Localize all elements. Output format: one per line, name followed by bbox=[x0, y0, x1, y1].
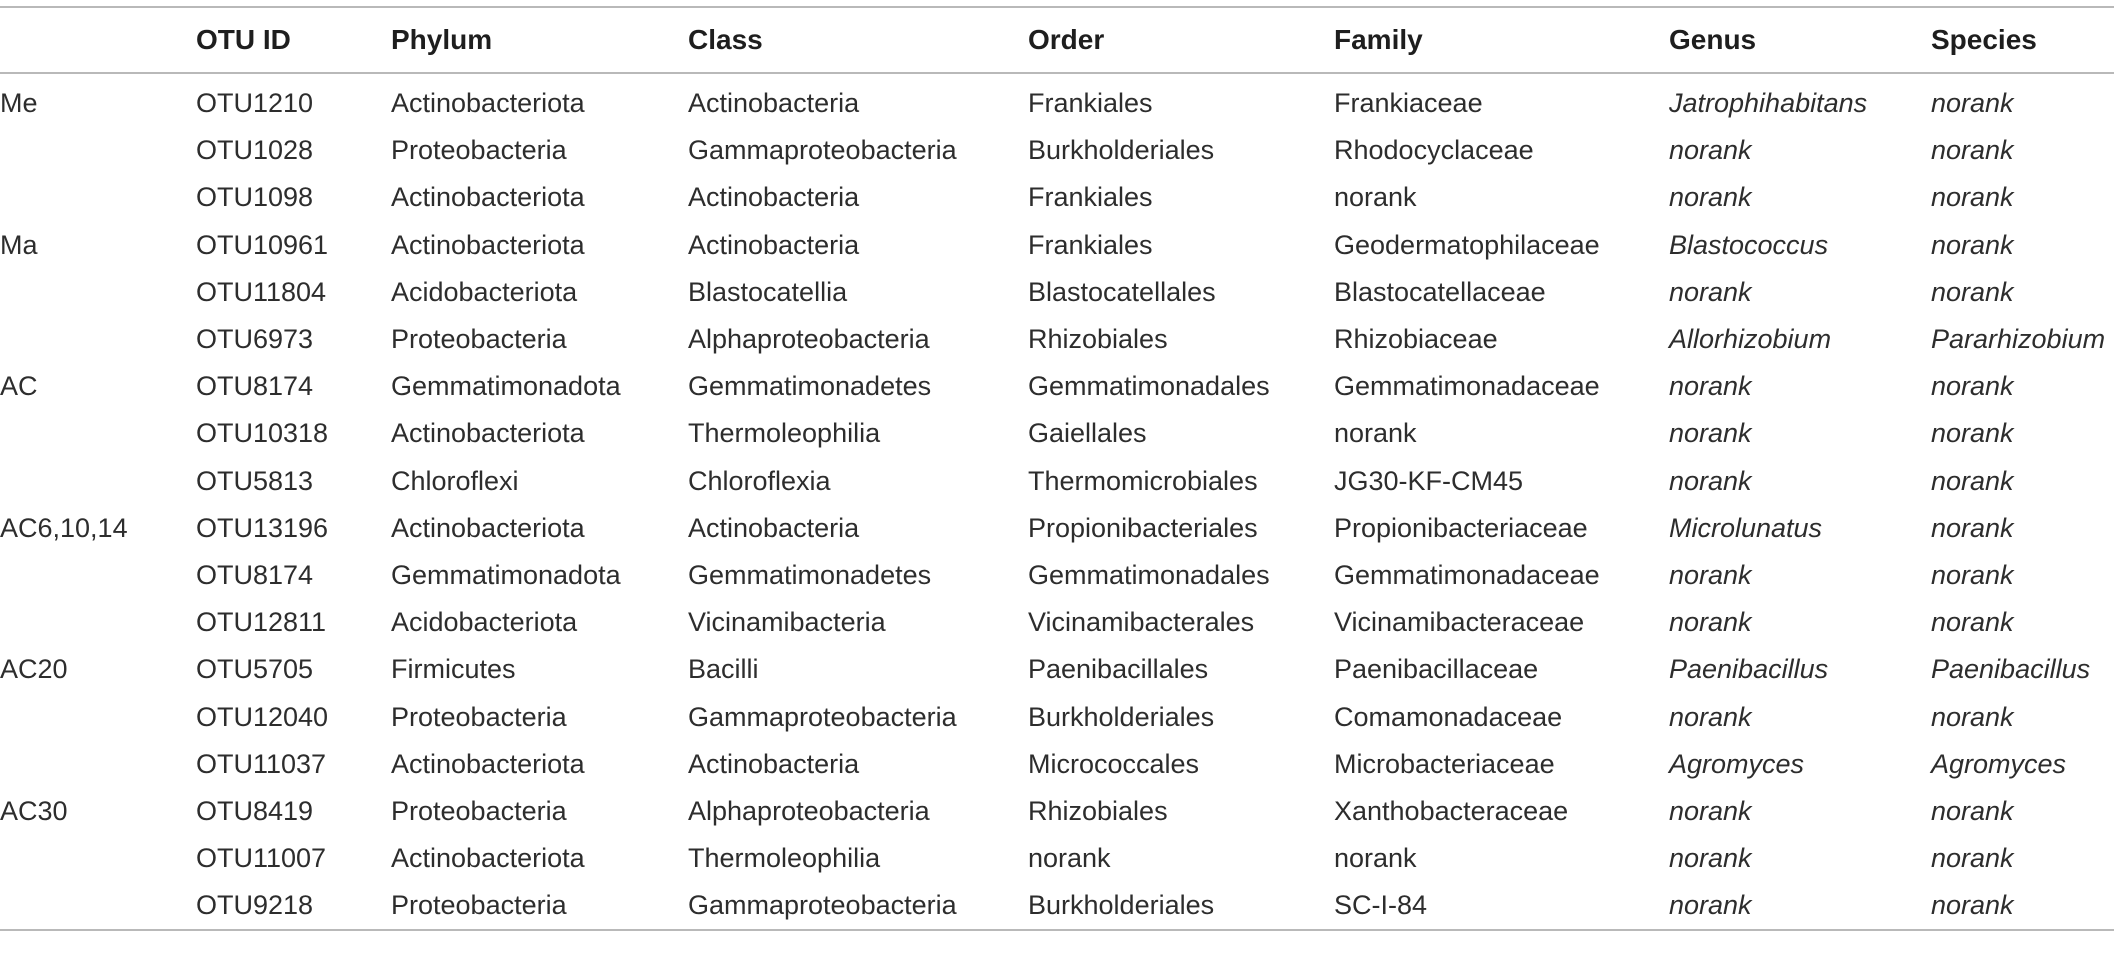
cell-family: Xanthobacteraceae bbox=[1334, 795, 1569, 826]
cell-species: norank bbox=[1931, 276, 2014, 307]
cell-family: Frankiaceae bbox=[1334, 88, 1483, 119]
cell-species: Pararhizobium bbox=[1931, 324, 2106, 355]
cell-otu-id: OTU9218 bbox=[196, 890, 314, 921]
cell-class: Chloroflexia bbox=[688, 465, 831, 496]
header-species: Species bbox=[1931, 7, 2114, 73]
cell-group: AC6,10,14 bbox=[0, 512, 128, 543]
cell-group: AC20 bbox=[0, 654, 68, 685]
cell-genus: norank bbox=[1669, 465, 1752, 496]
cell-order: Burkholderiales bbox=[1028, 701, 1215, 732]
cell-class: Gammaproteobacteria bbox=[688, 701, 957, 732]
cell-genus: norank bbox=[1669, 701, 1752, 732]
cell-family: Propionibacteriaceae bbox=[1334, 512, 1588, 543]
cell-otu-id: OTU8174 bbox=[196, 559, 314, 590]
cell-species: norank bbox=[1931, 465, 2014, 496]
cell-genus: norank bbox=[1669, 418, 1752, 449]
table-body bbox=[0, 73, 2114, 930]
cell-family: Comamonadaceae bbox=[1334, 701, 1563, 732]
cell-genus: Jatrophihabitans bbox=[1669, 88, 1868, 119]
cell-family: norank bbox=[1334, 182, 1417, 213]
cell-group: Ma bbox=[0, 229, 38, 260]
cell-phylum: Actinobacteriota bbox=[391, 748, 585, 779]
table-header bbox=[0, 7, 2114, 73]
cell-order: Burkholderiales bbox=[1028, 890, 1215, 921]
cell-class: Actinobacteria bbox=[688, 512, 860, 543]
cell-otu-id: OTU5813 bbox=[196, 465, 314, 496]
cell-species: Paenibacillus bbox=[1931, 654, 2091, 685]
cell-group bbox=[0, 410, 196, 457]
table-row bbox=[0, 835, 2114, 882]
cell-genus: Microlunatus bbox=[1669, 512, 1823, 543]
cell-phylum: Actinobacteriota bbox=[391, 182, 585, 213]
cell-phylum: Proteobacteria bbox=[391, 324, 567, 355]
cell-otu-id: OTU6973 bbox=[196, 324, 314, 355]
cell-phylum: Actinobacteriota bbox=[391, 418, 585, 449]
cell-otu-id: OTU11804 bbox=[196, 276, 327, 307]
cell-order: Vicinamibacterales bbox=[1028, 607, 1255, 638]
cell-family: Microbacteriaceae bbox=[1334, 748, 1555, 779]
cell-order: Micrococcales bbox=[1028, 748, 1200, 779]
cell-family: norank bbox=[1334, 843, 1417, 874]
table-row bbox=[0, 73, 2114, 127]
table-row bbox=[0, 458, 2114, 505]
cell-species: norank bbox=[1931, 229, 2014, 260]
cell-family: Blastocatellaceae bbox=[1334, 276, 1546, 307]
cell-order: Frankiales bbox=[1028, 182, 1153, 213]
cell-family: Geodermatophilaceae bbox=[1334, 229, 1600, 260]
cell-class: Actinobacteria bbox=[688, 88, 860, 119]
cell-group bbox=[0, 552, 196, 599]
cell-species: norank bbox=[1931, 701, 2014, 732]
cell-family: Paenibacillaceae bbox=[1334, 654, 1539, 685]
cell-species: norank bbox=[1931, 135, 2014, 166]
table-row bbox=[0, 741, 2114, 788]
cell-class: Gammaproteobacteria bbox=[688, 890, 957, 921]
cell-class: Thermoleophilia bbox=[688, 843, 881, 874]
cell-group bbox=[0, 174, 196, 221]
cell-order: Rhizobiales bbox=[1028, 324, 1168, 355]
table-row bbox=[0, 646, 2114, 693]
table-row bbox=[0, 599, 2114, 646]
cell-otu-id: OTU11037 bbox=[196, 748, 327, 779]
header-genus: Genus bbox=[1669, 7, 1931, 73]
cell-class: Vicinamibacteria bbox=[688, 607, 886, 638]
cell-family: norank bbox=[1334, 418, 1417, 449]
header-class: Class bbox=[688, 7, 1028, 73]
cell-species: norank bbox=[1931, 559, 2014, 590]
cell-order: Thermomicrobiales bbox=[1028, 465, 1258, 496]
cell-phylum: Acidobacteriota bbox=[391, 276, 578, 307]
cell-group bbox=[0, 741, 196, 788]
cell-genus: norank bbox=[1669, 890, 1752, 921]
cell-genus: norank bbox=[1669, 276, 1752, 307]
table-row bbox=[0, 127, 2114, 174]
cell-genus: Paenibacillus bbox=[1669, 654, 1829, 685]
table-row bbox=[0, 269, 2114, 316]
cell-order: Burkholderiales bbox=[1028, 135, 1215, 166]
cell-species: norank bbox=[1931, 512, 2014, 543]
cell-genus: Agromyces bbox=[1669, 748, 1805, 779]
cell-otu-id: OTU1210 bbox=[196, 88, 314, 119]
cell-species: norank bbox=[1931, 890, 2014, 921]
cell-phylum: Firmicutes bbox=[391, 654, 516, 685]
cell-otu-id: OTU12040 bbox=[196, 701, 329, 732]
cell-group: AC30 bbox=[0, 795, 68, 826]
cell-phylum: Acidobacteriota bbox=[391, 607, 578, 638]
cell-family: Rhodocyclaceae bbox=[1334, 135, 1534, 166]
cell-otu-id: OTU5705 bbox=[196, 654, 314, 685]
cell-class: Actinobacteria bbox=[688, 182, 860, 213]
header-phylum: Phylum bbox=[391, 7, 688, 73]
cell-class: Thermoleophilia bbox=[688, 418, 881, 449]
cell-order: Gaiellales bbox=[1028, 418, 1147, 449]
cell-phylum: Proteobacteria bbox=[391, 701, 567, 732]
cell-otu-id: OTU8419 bbox=[196, 795, 314, 826]
cell-order: Gemmatimonadales bbox=[1028, 371, 1270, 402]
cell-class: Bacilli bbox=[688, 654, 759, 685]
cell-species: norank bbox=[1931, 371, 2014, 402]
cell-phylum: Chloroflexi bbox=[391, 465, 519, 496]
cell-otu-id: OTU11007 bbox=[196, 843, 327, 874]
cell-class: Actinobacteria bbox=[688, 748, 860, 779]
cell-order: Rhizobiales bbox=[1028, 795, 1168, 826]
cell-group bbox=[0, 127, 196, 174]
cell-genus: norank bbox=[1669, 559, 1752, 590]
cell-otu-id: OTU8174 bbox=[196, 371, 314, 402]
cell-group: Me bbox=[0, 88, 38, 119]
cell-phylum: Actinobacteriota bbox=[391, 229, 585, 260]
cell-order: Blastocatellales bbox=[1028, 276, 1216, 307]
header-order: Order bbox=[1028, 7, 1334, 73]
cell-family: Gemmatimonadaceae bbox=[1334, 559, 1600, 590]
cell-group bbox=[0, 693, 196, 740]
table-row bbox=[0, 505, 2114, 552]
cell-group bbox=[0, 882, 196, 930]
table-row bbox=[0, 174, 2114, 221]
cell-class: Gemmatimonadetes bbox=[688, 559, 932, 590]
cell-order: Paenibacillales bbox=[1028, 654, 1209, 685]
cell-species: norank bbox=[1931, 607, 2014, 638]
cell-phylum: Gemmatimonadota bbox=[391, 371, 621, 402]
table-row bbox=[0, 693, 2114, 740]
cell-phylum: Gemmatimonadota bbox=[391, 559, 621, 590]
cell-phylum: Proteobacteria bbox=[391, 890, 567, 921]
cell-genus: Allorhizobium bbox=[1669, 324, 1832, 355]
cell-otu-id: OTU13196 bbox=[196, 512, 329, 543]
cell-order: Frankiales bbox=[1028, 229, 1153, 260]
cell-class: Blastocatellia bbox=[688, 276, 848, 307]
cell-otu-id: OTU10318 bbox=[196, 418, 329, 449]
cell-genus: norank bbox=[1669, 371, 1752, 402]
cell-species: norank bbox=[1931, 88, 2014, 119]
cell-family: Rhizobiaceae bbox=[1334, 324, 1498, 355]
table-row bbox=[0, 316, 2114, 363]
table-row bbox=[0, 410, 2114, 457]
cell-species: Agromyces bbox=[1931, 748, 2067, 779]
cell-genus: norank bbox=[1669, 182, 1752, 213]
header-family: Family bbox=[1334, 7, 1669, 73]
header-otu-id: OTU ID bbox=[196, 7, 391, 73]
cell-phylum: Proteobacteria bbox=[391, 795, 567, 826]
cell-species: norank bbox=[1931, 843, 2014, 874]
cell-phylum: Actinobacteriota bbox=[391, 88, 585, 119]
cell-species: norank bbox=[1931, 418, 2014, 449]
cell-genus: norank bbox=[1669, 843, 1752, 874]
cell-species: norank bbox=[1931, 182, 2014, 213]
cell-otu-id: OTU10961 bbox=[196, 229, 329, 260]
cell-group bbox=[0, 269, 196, 316]
cell-order: Propionibacteriales bbox=[1028, 512, 1258, 543]
cell-class: Alphaproteobacteria bbox=[688, 795, 930, 826]
cell-phylum: Proteobacteria bbox=[391, 135, 567, 166]
cell-otu-id: OTU12811 bbox=[196, 607, 327, 638]
table-row bbox=[0, 788, 2114, 835]
cell-phylum: Actinobacteriota bbox=[391, 843, 585, 874]
cell-family: SC-I-84 bbox=[1334, 890, 1428, 921]
cell-phylum: Actinobacteriota bbox=[391, 512, 585, 543]
cell-order: norank bbox=[1028, 843, 1111, 874]
cell-family: Gemmatimonadaceae bbox=[1334, 371, 1600, 402]
cell-class: Gammaproteobacteria bbox=[688, 135, 957, 166]
cell-family: Vicinamibacteraceae bbox=[1334, 607, 1585, 638]
cell-class: Gemmatimonadetes bbox=[688, 371, 932, 402]
table-row bbox=[0, 363, 2114, 410]
cell-genus: norank bbox=[1669, 607, 1752, 638]
table-row bbox=[0, 222, 2114, 269]
cell-group bbox=[0, 458, 196, 505]
header-row bbox=[0, 7, 2114, 73]
cell-group bbox=[0, 599, 196, 646]
cell-genus: Blastococcus bbox=[1669, 229, 1829, 260]
cell-order: Frankiales bbox=[1028, 88, 1153, 119]
cell-group: AC bbox=[0, 371, 38, 402]
cell-class: Alphaproteobacteria bbox=[688, 324, 930, 355]
table-row bbox=[0, 882, 2114, 930]
cell-group bbox=[0, 316, 196, 363]
cell-otu-id: OTU1098 bbox=[196, 182, 314, 213]
otu-taxonomy-table bbox=[0, 6, 2114, 931]
cell-genus: norank bbox=[1669, 135, 1752, 166]
cell-group bbox=[0, 835, 196, 882]
cell-genus: norank bbox=[1669, 795, 1752, 826]
cell-order: Gemmatimonadales bbox=[1028, 559, 1270, 590]
cell-otu-id: OTU1028 bbox=[196, 135, 314, 166]
table-row bbox=[0, 552, 2114, 599]
cell-family: JG30-KF-CM45 bbox=[1334, 465, 1524, 496]
header-group bbox=[0, 7, 196, 73]
cell-class: Actinobacteria bbox=[688, 229, 860, 260]
cell-species: norank bbox=[1931, 795, 2014, 826]
